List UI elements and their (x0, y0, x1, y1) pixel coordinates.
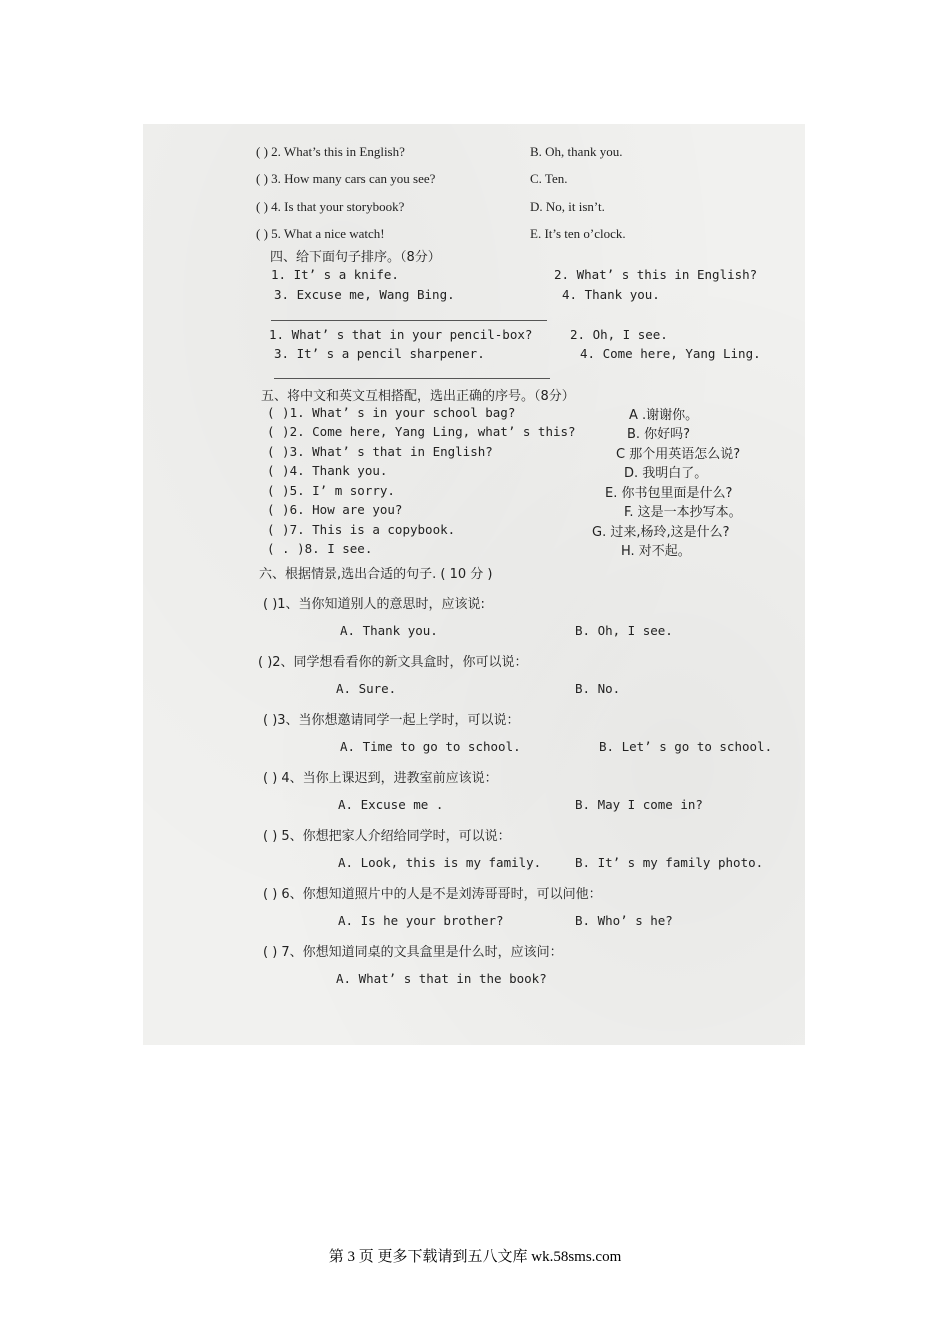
sec6-q1: ( )1、当你知道别人的意思时，应该说: (263, 597, 485, 612)
sec5-row-1: ( )1. What’ s in your school bag? (267, 405, 516, 420)
sec5-option-g: G. 过来,杨玲,这是什么? (592, 525, 730, 540)
sec4-title: 四、给下面句子排序。（8分） (270, 250, 441, 265)
sec6-q5-option-a: A. Look, this is my family. (338, 855, 542, 870)
sec6-q2: ( )2、同学想看看你的新文具盒时，你可以说： (258, 655, 528, 670)
sec6-q5: ( ) 5、你想把家人介绍给同学时，可以说： (263, 829, 511, 844)
sec3-answer-c: C. Ten. (530, 171, 568, 186)
sec5-option-h: H. 对不起。 (621, 544, 691, 559)
sec6-q6-option-a: A. Is he your brother? (338, 913, 504, 928)
sec3-answer-d: D. No, it isn’t. (530, 199, 605, 214)
sec5-row-3: ( )3. What’ s that in English? (267, 444, 493, 459)
sec3-question-2: ( ) 2. What’s this in English? (256, 144, 405, 159)
sec6-q7: ( ) 7、你想知道同桌的文具盒里是什么时，应该问： (263, 945, 563, 960)
sec5-row-5: ( )5. I’ m sorry. (267, 483, 395, 498)
sec4-g2-s3: 3. It’ s a pencil sharpener. (274, 346, 485, 361)
sec6-q2-option-b: B. No. (575, 681, 621, 696)
sec6-q3: ( )3、当你想邀请同学一起上学时，可以说： (263, 713, 520, 728)
sec5-option-d: D. 我明白了。 (624, 466, 708, 481)
sec4-g2-s4: 4. Come here, Yang Ling. (580, 346, 761, 361)
sec6-q7-option-a: A. What’ s that in the book? (336, 971, 547, 986)
sec3-answer-e: E. It’s ten o’clock. (530, 226, 626, 241)
sec6-q6-option-b: B. Who’ s he? (575, 913, 673, 928)
sec6-q4: ( ) 4、当你上课迟到，进教室前应该说： (263, 771, 498, 786)
page-footer: 第 3 页 更多下载请到五八文库 wk.58sms.com (328, 1249, 622, 1265)
sec3-answer-b: B. Oh, thank you. (530, 144, 623, 159)
sec6-q3-option-b: B. Let’ s go to school. (599, 739, 773, 754)
answer-line (274, 378, 550, 379)
scanned-page (143, 124, 805, 1045)
sec5-row-4: ( )4. Thank you. (267, 463, 388, 478)
sec5-row-7: ( )7. This is a copybook. (267, 522, 456, 537)
answer-line (271, 320, 547, 321)
sec3-question-5: ( ) 5. What a nice watch! (256, 226, 385, 241)
sec5-title: 五、将中文和英文互相搭配，选出正确的序号。（8分） (261, 389, 575, 404)
sec4-g2-s2: 2. Oh, I see. (570, 327, 668, 342)
sec5-option-b: B. 你好吗? (627, 427, 691, 442)
sec6-q1-option-a: A. Thank you. (340, 623, 438, 638)
sec6-q6: ( ) 6、你想知道照片中的人是不是刘涛哥哥时，可以问他： (263, 887, 602, 902)
sec4-g2-s1: 1. What’ s that in your pencil-box? (269, 327, 533, 342)
sec4-g1-s4: 4. Thank you. (562, 287, 660, 302)
sec4-g1-s2: 2. What’ s this in English? (554, 267, 758, 282)
sec6-q3-option-a: A. Time to go to school. (340, 739, 521, 754)
sec3-question-3: ( ) 3. How many cars can you see? (256, 171, 436, 186)
sec6-q2-option-a: A. Sure. (336, 681, 397, 696)
sec6-q4-option-b: B. May I come in? (575, 797, 703, 812)
sec5-option-a: A .谢谢你。 (629, 408, 699, 423)
sec6-q1-option-b: B. Oh, I see. (575, 623, 673, 638)
sec4-g1-s3: 3. Excuse me, Wang Bing. (274, 287, 455, 302)
sec5-option-c: C 那个用英语怎么说? (616, 447, 741, 462)
sec4-g1-s1: 1. It’ s a knife. (271, 267, 399, 282)
sec3-question-4: ( ) 4. Is that your storybook? (256, 199, 405, 214)
sec5-row-2: ( )2. Come here, Yang Ling, what’ s this? (267, 424, 576, 439)
sec6-q4-option-a: A. Excuse me . (338, 797, 444, 812)
sec5-row-8: ( . )8. I see. (267, 541, 373, 556)
sec5-option-e: E. 你书包里面是什么? (605, 486, 733, 501)
sec6-title: 六、根据情景,选出合适的句子. ( 10 分 ) (259, 567, 493, 582)
sec6-q5-option-b: B. It’ s my family photo. (575, 855, 764, 870)
sec5-row-6: ( )6. How are you? (267, 502, 403, 517)
sec5-option-f: F. 这是一本抄写本。 (624, 505, 742, 520)
